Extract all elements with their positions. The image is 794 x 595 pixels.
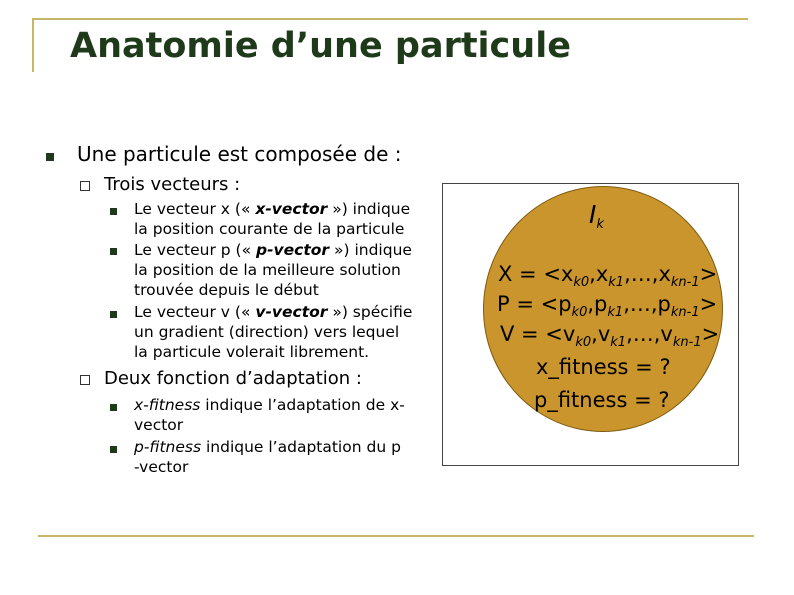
sub-point-fitness: Deux fonction d’adaptation : <box>104 368 362 389</box>
sub-point-vectors: Trois vecteurs : <box>104 174 241 195</box>
bottom-divider <box>38 535 754 537</box>
hollow-square-bullet-icon <box>80 181 90 191</box>
square-bullet-icon <box>110 311 117 318</box>
particle-heading: $I_k$ <box>589 200 604 233</box>
square-bullet-icon <box>110 208 117 215</box>
vector-x-description: Le vecteur x (« x-vector ») indique la position courante de la particule <box>134 200 411 238</box>
x-fitness-label: x_fitness = ? <box>536 355 671 379</box>
top-divider <box>32 18 748 20</box>
square-bullet-icon <box>110 248 117 255</box>
p-fitness-description: p-fitness indique l’adaptation du p -vector <box>134 438 401 476</box>
hollow-square-bullet-icon <box>80 375 90 385</box>
slide-title: Anatomie d’une particule <box>70 26 571 66</box>
square-bullet-icon <box>110 446 117 453</box>
title-accent-bar <box>32 18 34 72</box>
vector-v-description: Le vecteur v (« v-vector ») spécifie un gradient (direction) vers lequel la particule volerait librement. <box>134 303 413 361</box>
square-bullet-icon <box>46 153 54 161</box>
square-bullet-icon <box>110 404 117 411</box>
formula-p: $P = <p_{k0},p_{k1},\dots,p_{kn-1}>$ <box>497 292 718 321</box>
p-fitness-label: p_fitness = ? <box>534 388 670 412</box>
vector-p-description: Le vecteur p (« p-vector ») indique la position de la meilleure solution trouvée depuis le début <box>134 241 412 299</box>
x-fitness-description: x-fitness indique l’adaptation de x- vector <box>134 396 405 434</box>
formula-x: $X = <x_{k0},x_{k1},\dots,x_{kn-1}>$ <box>498 262 718 291</box>
formula-v: $V = <v_{k0},v_{k1},\dots,v_{kn-1}>$ <box>500 322 720 351</box>
main-point: Une particule est composée de : <box>77 142 402 166</box>
